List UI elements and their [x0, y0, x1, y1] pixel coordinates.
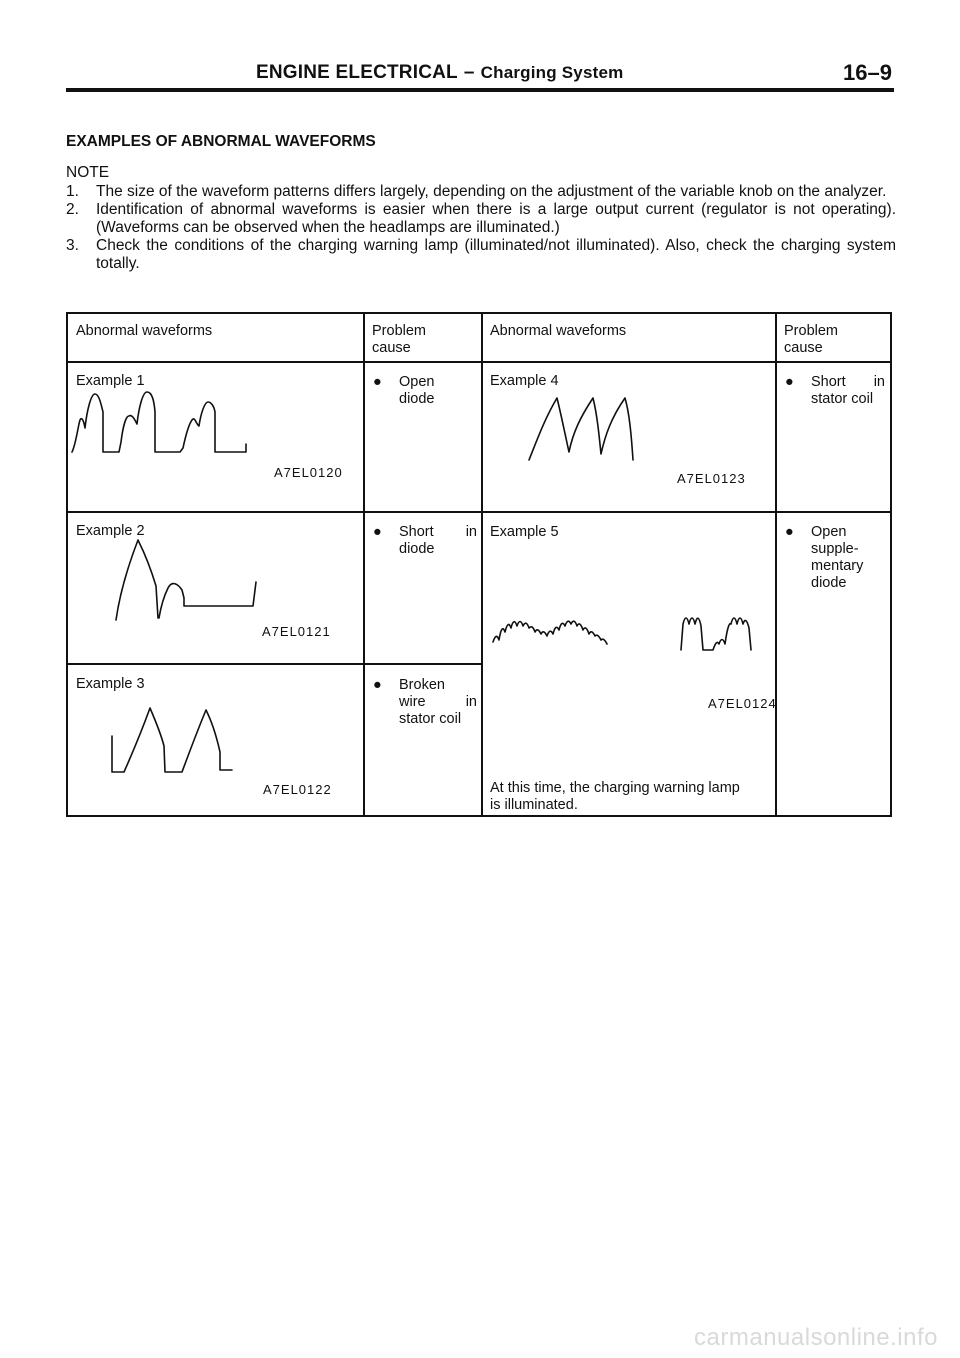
example-label: Example 5: [490, 524, 559, 540]
example-label: Example 3: [76, 676, 145, 692]
row-divider: [68, 511, 890, 513]
figure-code: A7EL0122: [263, 782, 332, 797]
note-block: [66, 164, 896, 273]
bullet: ●: [373, 524, 382, 540]
col-divider: [481, 314, 483, 815]
bullet: ●: [373, 374, 382, 390]
note-item: [66, 237, 896, 273]
header-waveforms-right: Abnormal waveforms: [490, 323, 627, 339]
row-divider: [68, 663, 481, 665]
note-text: The size of the waveform patterns differs largely, depending on the adjustment of the variable knob on the analyzer.: [96, 183, 887, 200]
section-title: EXAMPLES OF ABNORMAL WAVEFORMS: [66, 133, 376, 150]
waveform-example-2: [68, 536, 363, 626]
watermark: carmanualsonline.info: [694, 1324, 938, 1351]
header-divider: [68, 361, 890, 363]
figure-code: A7EL0123: [677, 471, 746, 486]
title-dash: –: [463, 62, 475, 83]
header-problem-right: Problem cause: [784, 323, 838, 356]
bullet: ●: [785, 374, 794, 390]
page-number: 16–9: [843, 60, 892, 85]
example-label: Example 1: [76, 373, 145, 389]
note-text: Identification of abnormal waveforms is easier when there is a large output current (regulator is not operating). (Waveforms can be observed when the headlamps are illuminated.): [96, 201, 896, 236]
waveform-example-1: [68, 386, 363, 456]
note-list: [66, 183, 896, 273]
bullet: ●: [373, 677, 382, 693]
figure-code: A7EL0120: [274, 465, 343, 480]
note-number: 3.: [66, 237, 79, 254]
header-problem-left: Problem cause: [372, 323, 426, 356]
col-divider: [775, 314, 777, 815]
waveform-example-4: [481, 394, 775, 474]
note-item: [66, 201, 896, 237]
note-number: 1.: [66, 183, 79, 200]
note-item: [66, 183, 896, 201]
example-label: Example 2: [76, 523, 145, 539]
header-title: [256, 62, 623, 84]
col-divider: [363, 314, 365, 815]
section-subtitle: Charging System: [480, 63, 624, 82]
figure-code: A7EL0121: [262, 624, 331, 639]
page-header: [66, 58, 894, 92]
note-label: NOTE: [66, 164, 110, 181]
note-number: 2.: [66, 201, 79, 218]
remark-text: At this time, the charging warning lamp is illuminated.: [490, 780, 740, 813]
waveform-example-3: [68, 694, 363, 784]
bullet: ●: [785, 524, 794, 540]
header-waveforms-left: Abnormal waveforms: [76, 323, 213, 339]
example-label: Example 4: [490, 373, 559, 389]
figure-code: A7EL0124: [708, 696, 777, 711]
chapter-title: ENGINE ELECTRICAL: [256, 62, 458, 83]
waveform-example-5: [481, 604, 775, 664]
note-text: Check the conditions of the charging warning lamp (illuminated/not illuminated). Also, check the charging system totally.: [96, 237, 896, 272]
waveform-table: Abnormal waveforms Problem cause Abnormal waveforms Problem cause Example 1 A7EL0120 ● Open diode Example 2 A7EL0121 ● Short in diode Example 3 A7EL0122 ● Broken wire in stator coil Example 4 A7EL0123 ● Short in stator coil Example 5 A7EL0124 At this time, the charging warning lamp is illuminated. ● Open supple- mentary diode: [66, 312, 892, 817]
